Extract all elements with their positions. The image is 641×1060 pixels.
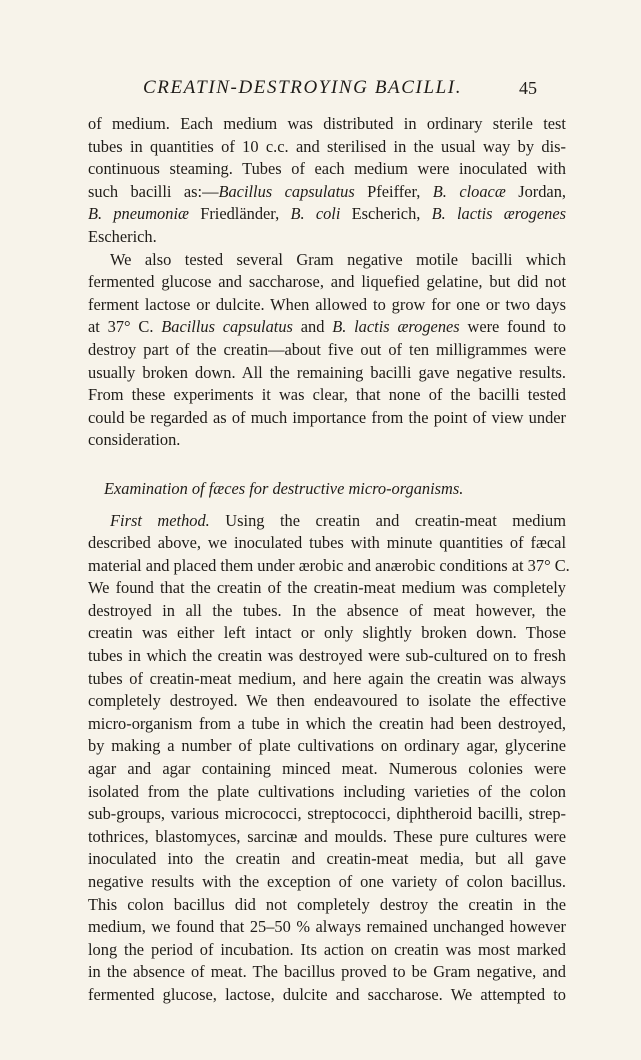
- text-line: tubes in quantities of 10 c.c. and sterilised in the usual way by dis-: [88, 136, 566, 156]
- text-run: Using the creatin and creatin-meat medium: [209, 510, 567, 530]
- text-line: tothrices, blastomyces, sarcinæ and moulds. These pure cultures were: [88, 826, 566, 846]
- text-line: destroyed in all the tubes. In the absence of meat however, the: [88, 600, 566, 620]
- text-line: completely destroyed. We then endeavoured to isolate the effective: [88, 691, 566, 711]
- text-line: continuous steaming. Tubes of each medium were inoculated with: [88, 159, 566, 179]
- text-line: fermented glucose and saccharose, and liquefied gelatine, but did not: [88, 272, 566, 292]
- text-line: by making a number of plate cultivations on ordinary agar, glycerine: [88, 736, 566, 756]
- text-line: ferment lactose or dulcite. When allowed to grow for one or two days: [88, 294, 566, 314]
- running-head: [0, 77, 641, 103]
- text-run: were found to: [459, 317, 566, 337]
- text-line: creatin was either left intact or only slightly broken down. Those: [88, 623, 566, 643]
- text-line: negative results with the exception of one variety of colon bacillus.: [88, 872, 566, 891]
- text-line: [88, 510, 566, 533]
- text-run: Pfeiffer,: [354, 181, 433, 201]
- text-line: Escherich.: [88, 226, 157, 246]
- text-line: We found that the creatin of the creatin-meat medium was completely: [88, 578, 566, 598]
- text-run: and: [292, 317, 333, 337]
- species-name: B. cloacæ: [432, 181, 506, 201]
- page-number: 45: [519, 78, 537, 98]
- text-line: usually broken down. All the remaining bacilli gave negative results.: [88, 362, 566, 382]
- text-line: This colon bacillus did not completely destroy the creatin in the: [88, 894, 566, 914]
- running-title: CREATIN-DESTROYING BACILLI.: [143, 77, 463, 98]
- text-run: Friedländer,: [188, 204, 291, 224]
- text-line: medium, we found that 25–50 % always remained unchanged however: [88, 917, 566, 937]
- species-name: B. coli: [290, 204, 341, 224]
- species-name: B. pneumoniæ: [88, 204, 189, 224]
- text-run: Escherich,: [340, 204, 432, 224]
- text-line: destroy part of the creatin—about five out of ten milligrammes were: [88, 339, 566, 359]
- text-line: From these experiments it was clear, that none of the bacilli tested: [88, 385, 566, 405]
- text-line: We also tested several Gram negative motile bacilli which: [110, 249, 566, 269]
- text-line: of medium. Each medium was distributed in ordinary sterile test: [88, 114, 566, 133]
- text-line: fermented glucose, lactose, dulcite and saccharose. We attempted to: [88, 984, 566, 1004]
- text-line: in the absence of meat. The bacillus proved to be Gram negative, and: [88, 962, 566, 982]
- species-name: B. lactis ærogenes: [332, 317, 460, 337]
- text-line: described above, we inoculated tubes with minute quantities of fæcal: [88, 533, 566, 553]
- text-line: isolated from the plate cultivations including varieties of the colon: [88, 781, 566, 801]
- species-name: Bacillus capsulatus: [161, 317, 293, 337]
- text-line: consideration.: [88, 430, 181, 450]
- text-line: [88, 316, 566, 339]
- text-run: such bacilli as:—: [88, 181, 219, 201]
- text-line: could be regarded as of much importance from the point of view under: [88, 407, 566, 427]
- text-line: inoculated into the creatin and creatin-meat media, but all gave: [88, 849, 566, 869]
- text-line: [88, 203, 566, 226]
- species-name: Bacillus capsulatus: [218, 181, 355, 201]
- text-line: long the period of incubation. Its action on creatin was most marked: [88, 939, 566, 959]
- text-line: micro-organism from a tube in which the creatin had been destroyed,: [88, 713, 566, 733]
- method-label: First method.: [110, 510, 210, 530]
- body-text: [88, 113, 570, 1007]
- text-line: tubes of creatin-meat medium, and here again the creatin was always: [88, 668, 566, 688]
- text-line: [88, 181, 566, 204]
- text-line: tubes in which the creatin was destroyed were sub-cultured on to fresh: [88, 646, 566, 666]
- text-line: agar and agar containing minced meat. Numerous colonies were: [88, 759, 566, 779]
- species-name: B. lactis ærogenes: [431, 204, 566, 224]
- text-line: sub-groups, various micrococci, streptococci, diphtheroid bacilli, strep-: [88, 804, 566, 824]
- text-line: material and placed them under ærobic and anærobic conditions at 37° C.: [88, 555, 570, 575]
- section-heading: Examination of fæces for destructive micro-organisms.: [104, 478, 464, 498]
- text-run: Jordan,: [505, 181, 566, 201]
- text-run: at 37° C.: [88, 317, 162, 337]
